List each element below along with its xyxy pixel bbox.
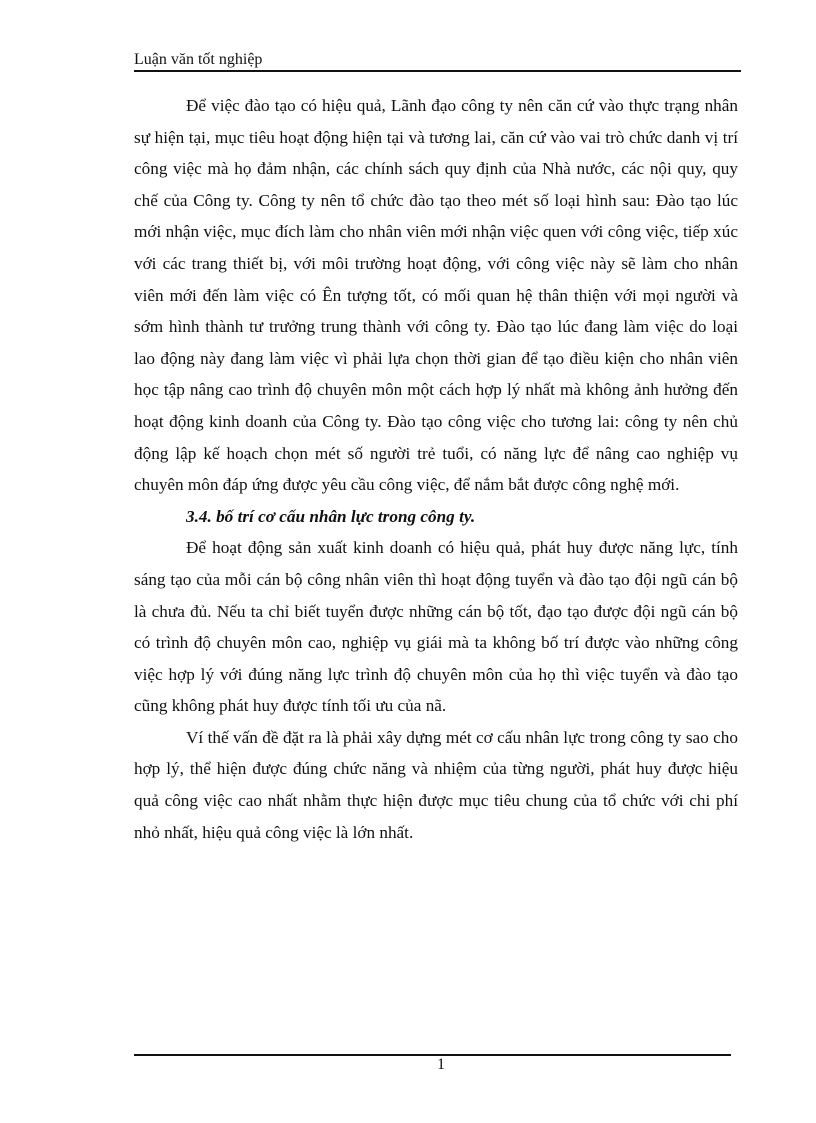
section-heading: 3.4. bố trí cơ cấu nhân lực trong công ty. (186, 506, 476, 526)
paragraph-placement: Để hoạt động sản xuất kinh doanh có hiệu quả, phát huy được năng lực, tính sáng tạo của mỗi cán bộ công nhân viên thì hoạt động tuyển và đào tạo đội ngũ cán bộ là chưa đủ. Nếu ta chỉ biết tuyển được những cán bộ tốt, đạo tạo được đội ngũ cán bộ có trình độ chuyên môn cao, nghiệp vụ giái mà ta không bố trí được vào những công việc hợp lý với đúng năng lực trình độ chuyên môn của họ thì việc tuyển và đào tạo cũng không phát huy được tính tối ưu của nã. (134, 538, 738, 716)
paragraph-structure: Ví thế vấn đề đặt ra là phải xây dựng mét cơ cấu nhân lực trong công ty sao cho hợp lý, thể hiện được đúng chức năng và nhiệm của từng người, phát huy được hiệu quả công việc cao nhất nhằm thực hiện được mục tiêu chung của tổ chức với chi phí nhỏ nhất, hiệu quả công việc là lớn nhất. (134, 727, 738, 842)
page-header-title: Luận văn tốt nghiệp (134, 51, 263, 68)
page-number: 1 (437, 1056, 445, 1073)
header-divider (134, 70, 741, 72)
paragraph-training: Để việc đào tạo có hiệu quả, Lãnh đạo công ty nên căn cứ vào thực trạng nhân sự hiện tại, mục tiêu hoạt động hiện tại và tương lai, căn cứ vào vai trò chức danh vị trí công việc mà họ đảm nhận, các chính sách quy định của Nhà nước, các nội quy, quy chế của Công ty. Công ty nên tổ chức đào tạo theo mét số loại hình sau: Đào tạo lúc mới nhận việc, mục đích làm cho nhân viên mới nhận việc quen với công việc, tiếp xúc với các trang thiết bị, với môi trường hoạt động, với công việc này sẽ làm cho nhân viên mới đến làm việc có Ên tượng tốt, có mối quan hệ thân thiện với mọi người và sớm hình thành tư trưởng trung thành với công ty. Đào tạo lúc đang làm việc do loại lao động này đang làm việc vì phải lựa chọn thời gian để tạo điều kiện cho nhân viên học tập nâng cao trình độ chuyên môn một cách hợp lý nhất mà không ảnh hưởng đến hoạt động kinh doanh của Công ty. Đào tạo công việc cho tương lai: công ty nên chủ động lập kế hoạch chọn mét số người trẻ tuổi, có năng lực để nâng cao nghiệp vụ chuyên môn đáp ứng được yêu cầu công việc, để nắm bắt được công nghệ mới. (134, 96, 738, 495)
document-body (134, 90, 738, 848)
